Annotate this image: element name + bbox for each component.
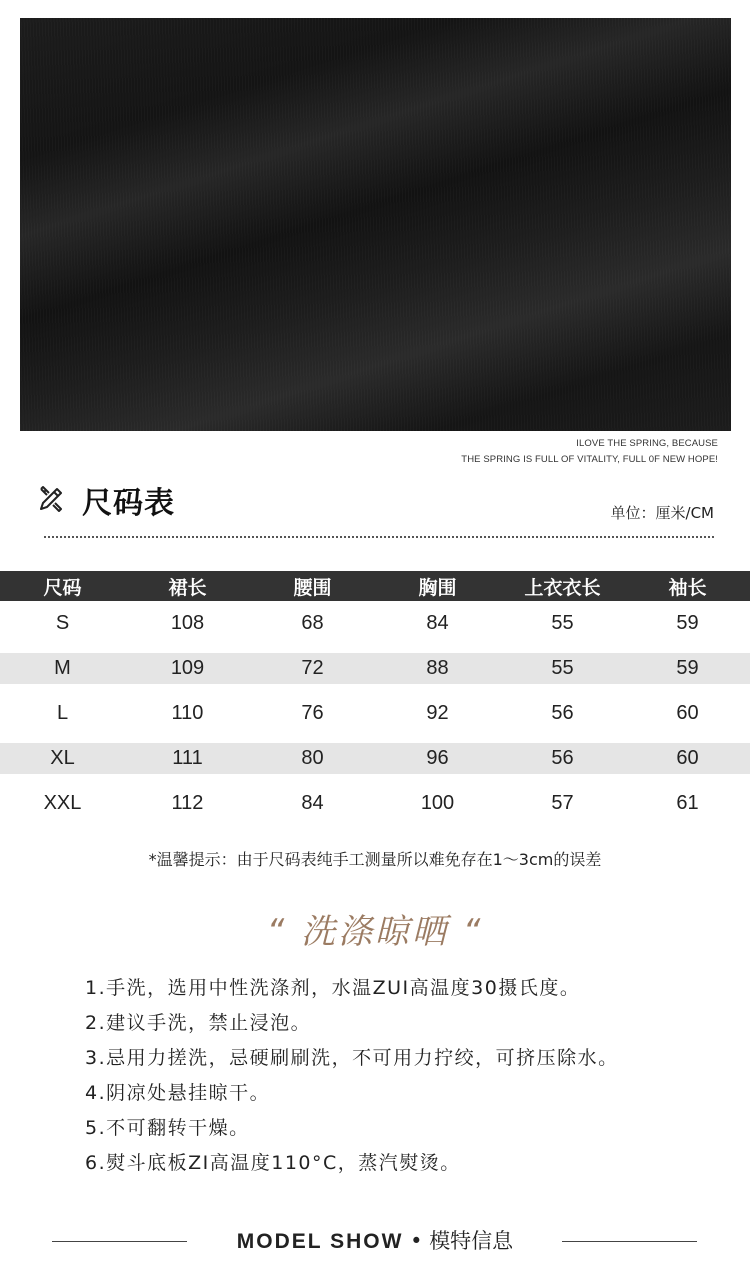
table-row: [0, 691, 750, 736]
table-cell: 112: [171, 792, 204, 814]
table-cell: 108: [170, 612, 205, 634]
wash-care-list: [85, 972, 619, 1182]
table-cell: L: [56, 702, 69, 724]
header-size: 尺码: [0, 571, 125, 601]
slogan-line-2: THE SPRING IS FULL OF VITALITY, FULL 0F NEW HOPE!: [461, 454, 718, 465]
header-top-length: 上衣衣长: [500, 571, 625, 601]
size-table: [0, 571, 750, 826]
list-item: 1.手洗，选用中性洗涤剂，水温ZUI高温度30摄氏度。: [85, 977, 581, 999]
list-item: 3.忌用力搓洗，忌硬刷刷洗，不可用力拧绞，可挤压除水。: [85, 1047, 619, 1069]
table-row: [0, 646, 750, 691]
list-item: 6.熨斗底板ZI高温度110°C，蒸汽熨烫。: [85, 1152, 461, 1174]
model-show-separator: •: [410, 1229, 423, 1253]
table-cell: 56: [551, 702, 574, 724]
table-cell: 60: [625, 736, 750, 781]
table-cell: 59: [676, 612, 699, 634]
unit-label: 单位：厘米/CM: [610, 504, 714, 522]
table-cell: 88: [375, 646, 500, 691]
table-row: [0, 781, 750, 826]
table-cell: 56: [500, 736, 625, 781]
table-cell: 84: [426, 612, 449, 634]
table-cell: XXL: [43, 792, 82, 814]
header-skirt-length: 裙长: [125, 571, 250, 601]
table-cell: 61: [676, 792, 699, 814]
table-cell: 59: [625, 646, 750, 691]
slogan-line-1: ILOVE THE SPRING, BECAUSE: [576, 438, 718, 449]
model-show-cn: 模特信息: [429, 1229, 514, 1253]
table-cell: 100: [420, 792, 455, 814]
table-cell: M: [0, 646, 125, 691]
header-sleeve: 袖长: [625, 571, 750, 601]
table-cell: XL: [0, 736, 125, 781]
table-cell: 109: [125, 646, 250, 691]
table-cell: 60: [676, 702, 699, 724]
model-show-heading: [0, 1225, 750, 1255]
table-cell: 55: [500, 646, 625, 691]
list-item: 4.阴凉处悬挂晾干。: [85, 1082, 271, 1104]
measurement-note: *温馨提示：由于尺码表纯手工测量所以难免存在1～3cm的误差: [148, 850, 602, 869]
table-row: [0, 736, 750, 781]
table-cell: 80: [250, 736, 375, 781]
table-cell: 76: [301, 702, 324, 724]
table-cell: 96: [375, 736, 500, 781]
model-show-en: MODEL SHOW: [236, 1230, 404, 1253]
table-cell: 84: [301, 792, 324, 814]
table-cell: 72: [250, 646, 375, 691]
wash-care-title: “ 洗涤晾晒 “: [266, 912, 484, 952]
table-cell: S: [55, 612, 70, 634]
table-cell: 111: [125, 736, 250, 781]
table-cell: 110: [171, 702, 204, 724]
table-cell: 68: [301, 612, 324, 634]
header-bust: 胸围: [375, 571, 500, 601]
table-cell: 92: [426, 702, 449, 724]
table-header-row: [0, 571, 750, 601]
list-item: 2.建议手洗，禁止浸泡。: [85, 1012, 312, 1034]
table-cell: 55: [551, 612, 574, 634]
list-item: 5.不可翻转干燥。: [85, 1117, 250, 1139]
table-cell: 57: [551, 792, 574, 814]
size-chart-title: 尺码表: [82, 486, 175, 521]
dotted-divider: [44, 536, 714, 538]
pencil-ruler-icon: [36, 484, 66, 514]
table-row: [0, 601, 750, 646]
header-waist: 腰围: [250, 571, 375, 601]
fabric-detail-photo: [20, 18, 731, 431]
